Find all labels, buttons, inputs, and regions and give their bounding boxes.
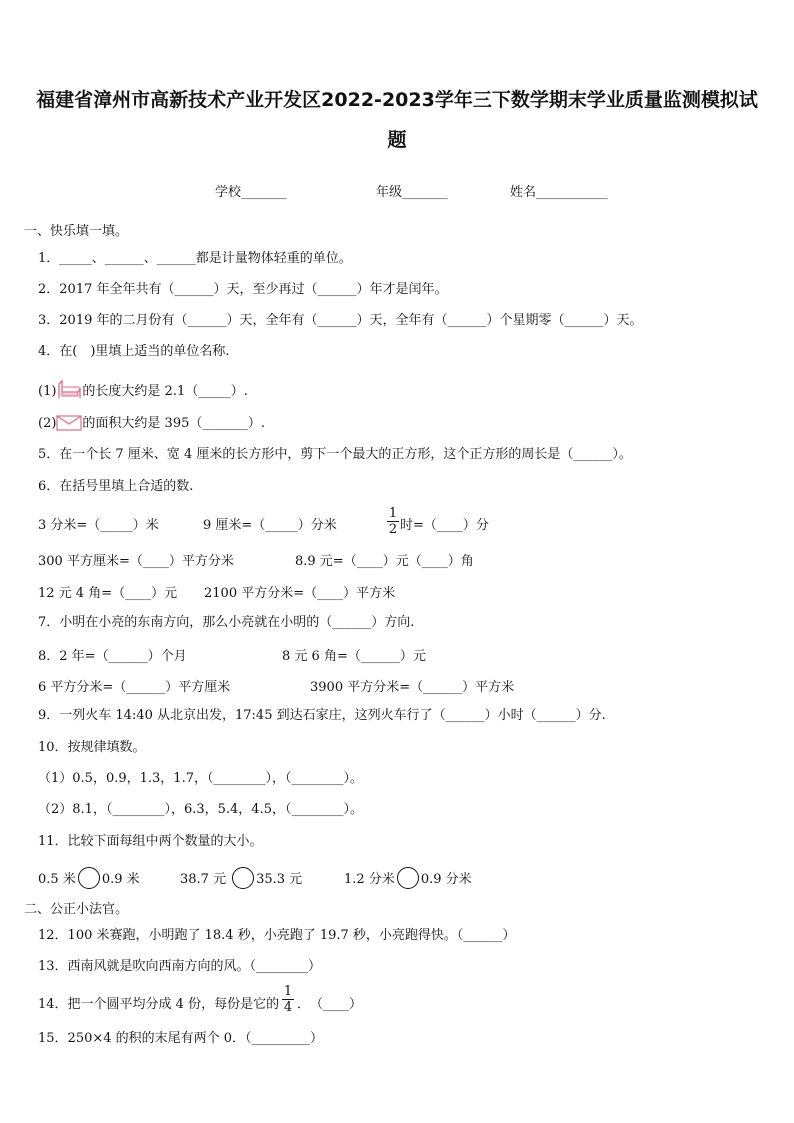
question-10-2: （2）8.1，（________），6.3，5.4，4.5，（________）。	[38, 802, 363, 817]
name-field[interactable]: 姓名___________	[510, 185, 608, 200]
question-4-1-text: 的长度大约是 2.1（_____）.	[82, 384, 248, 399]
compare-c-left: 1.2 分米	[344, 872, 395, 887]
bed-icon	[56, 378, 82, 400]
question-6-row-3-b: 2100 平方分米=（____）平方米	[204, 586, 396, 601]
question-6-row-2-a: 300 平方厘米=（____）平方分米	[38, 554, 234, 569]
fraction-numerator: 1	[283, 984, 293, 999]
compare-item-b	[180, 867, 302, 889]
question-6-row-1-c: 时=（____）分	[400, 518, 489, 533]
school-field[interactable]: 学校_______	[215, 185, 287, 200]
question-7: 7．小明在小亮的东南方向，那么小亮就在小明的（______）方向.	[38, 615, 415, 630]
half-fraction	[387, 506, 399, 537]
fraction-denominator: 2	[388, 522, 398, 537]
compare-circle-c[interactable]	[397, 867, 419, 889]
question-10-1: （1）0.5，0.9，1.3，1.7，（________），（________）。	[38, 771, 363, 786]
question-6-row-1-a: 3 分米=（_____）米	[38, 518, 159, 533]
compare-b-right: 35.3 元	[256, 872, 303, 887]
question-14-pre: 14．把一个圆平均分成 4 份，每份是它的	[38, 997, 280, 1012]
question-8-row-2-b: 3900 平方分米=（______）平方米	[310, 680, 515, 695]
question-9: 9．一列火车 14:40 从北京出发，17:45 到达石家庄，这列火车行了（______）小时（______）分.	[38, 708, 606, 723]
question-8-row-1-a: 8．2 年=（______）个月	[38, 649, 187, 664]
question-10: 10．按规律填数。	[38, 740, 146, 755]
fraction-denominator: 4	[283, 1000, 293, 1015]
question-4-2-prefix: (2)	[38, 416, 57, 431]
question-4: 4．在( )里填上适当的单位名称.	[38, 344, 230, 359]
grade-field[interactable]: 年级_______	[376, 185, 448, 200]
question-6-row-3-a: 12 元 4 角=（____）元	[38, 586, 178, 601]
question-11: 11．比较下面每组中两个数量的大小。	[38, 834, 263, 849]
question-2: 2．2017 年全年共有（______）天，至少再过（______）年才是闰年。	[38, 282, 448, 297]
quarter-fraction	[282, 984, 294, 1015]
fraction-numerator: 1	[388, 506, 398, 521]
question-5: 5．在一个长 7 厘米、宽 4 厘米的长方形中，剪下一个最大的正方形，这个正方形的周长是（______）。	[38, 447, 632, 462]
question-4-2	[38, 414, 265, 433]
compare-c-right: 0.9 分米	[420, 872, 472, 887]
compare-b-left: 38.7 元	[180, 872, 227, 887]
question-4-1	[38, 378, 248, 401]
page-title: 福建省漳州市高新技术产业开发区2022-2023学年三下数学期末学业质量监测模拟试	[36, 89, 758, 111]
page-title-continued: 题	[387, 129, 407, 151]
compare-a-left: 0.5 米	[38, 872, 76, 887]
compare-item-a	[38, 867, 140, 889]
question-4-2-text: 的面积大约是 395（_______）.	[82, 416, 265, 431]
question-15: 15．250×4 的积的末尾有两个 0．（_________）	[38, 1031, 324, 1046]
question-8-row-1-b: 8 元 6 角=（______）元	[282, 649, 426, 664]
compare-a-right: 0.9 米	[101, 872, 140, 887]
question-1: 1．_____、______、______都是计量物体轻重的单位。	[38, 251, 352, 266]
student-info-row	[0, 181, 794, 201]
section-1-heading: 一、快乐填一填。	[24, 224, 129, 239]
compare-circle-b[interactable]	[232, 867, 254, 889]
compare-circle-a[interactable]	[78, 867, 100, 889]
question-6: 6．在括号里填上合适的数.	[38, 479, 194, 494]
question-6-row-2-b: 8.9 元=（____）元（____）角	[295, 554, 474, 569]
question-13: 13．西南风就是吹向西南方向的风。（________）	[38, 959, 322, 974]
section-2-heading: 二、公正小法官。	[24, 902, 129, 917]
compare-item-c	[344, 867, 472, 889]
question-14-post: ． （____）	[297, 997, 363, 1012]
question-3: 3．2019 年的二月份有（______）天，全年有（______）天，全年有（______）个星期零（______）天。	[38, 313, 643, 328]
question-6-row-1-b: 9 厘米=（_____）分米	[203, 518, 337, 533]
question-12: 12．100 米赛跑，小明跑了 18.4 秒，小亮跑了 19.7 秒，小亮跑得快。（______）	[38, 928, 516, 943]
envelope-icon	[56, 414, 82, 432]
question-8-row-2-a: 6 平方分米=（______）平方厘米	[38, 680, 231, 695]
question-4-1-prefix: (1)	[38, 384, 57, 399]
